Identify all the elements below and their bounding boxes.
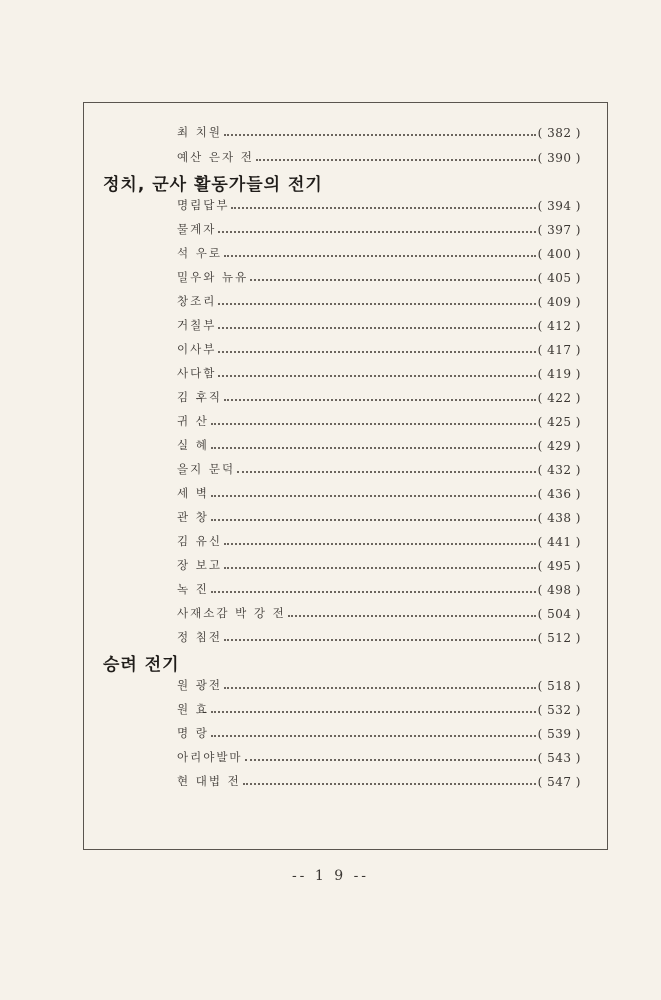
dot-leader <box>224 254 536 257</box>
dot-leader <box>224 133 536 136</box>
dot-leader <box>218 302 535 305</box>
toc-entry-page: ( 495 ) <box>537 559 581 573</box>
toc-entry <box>177 217 581 237</box>
toc-entry-title: 물계자 <box>177 222 217 236</box>
toc-entry-page: ( 432 ) <box>537 463 581 477</box>
toc-entry-title: 장 보고 <box>177 558 222 572</box>
toc-entry <box>177 625 581 645</box>
dot-leader <box>211 590 536 593</box>
toc-entry-title: 석 우로 <box>177 246 222 260</box>
toc-entry-title: 거칠부 <box>177 318 217 332</box>
toc-entry <box>177 601 581 621</box>
toc-entry-title: 이사부 <box>177 342 217 356</box>
dot-leader <box>211 518 536 521</box>
toc-entry-page: ( 438 ) <box>537 511 581 525</box>
toc-entry-title: 아리야발마 <box>177 750 243 764</box>
dot-leader <box>250 278 535 281</box>
toc-entry-title: 김 유신 <box>177 534 222 548</box>
page-number: -- 1 9 -- <box>291 868 370 884</box>
toc-entry <box>177 769 581 789</box>
dot-leader <box>211 422 536 425</box>
toc-entry-page: ( 498 ) <box>537 583 581 597</box>
toc-entry-page: ( 419 ) <box>537 367 581 381</box>
toc-entry-title: 밀우와 뉴유 <box>177 270 249 284</box>
toc-entry <box>177 745 581 765</box>
toc-entry-title: 을지 문덕 <box>177 462 236 476</box>
dot-leader <box>211 710 536 713</box>
dot-leader <box>224 686 536 689</box>
toc-entry-title: 최 치원 <box>177 125 222 139</box>
toc-entry-page: ( 512 ) <box>537 631 581 645</box>
dot-leader <box>237 470 536 473</box>
toc-entry-page: ( 397 ) <box>537 223 581 237</box>
toc-entry-page: ( 543 ) <box>537 751 581 765</box>
toc-entry-page: ( 390 ) <box>537 151 581 165</box>
dot-leader <box>218 350 535 353</box>
dot-leader <box>211 446 536 449</box>
dot-leader <box>224 566 536 569</box>
toc-entry <box>177 193 581 213</box>
toc-entry <box>177 673 581 693</box>
toc-entry-title: 실 혜 <box>177 438 209 452</box>
dot-leader <box>218 326 535 329</box>
toc-entry-page: ( 422 ) <box>537 391 581 405</box>
toc-entry-page: ( 417 ) <box>537 343 581 357</box>
toc-entry-page: ( 429 ) <box>537 439 581 453</box>
toc-entry <box>177 553 581 573</box>
toc-entry-page: ( 547 ) <box>537 775 581 789</box>
toc-entry-title: 예산 은자 전 <box>177 150 254 164</box>
toc-entry-title: 정 침전 <box>177 630 222 644</box>
toc-entry <box>177 433 581 453</box>
toc-entry <box>177 409 581 429</box>
toc-entry <box>177 145 581 165</box>
toc-entry-page: ( 425 ) <box>537 415 581 429</box>
toc-entry-page: ( 504 ) <box>537 607 581 621</box>
toc-entry-title: 창조리 <box>177 294 217 308</box>
toc-entry-page: ( 394 ) <box>537 199 581 213</box>
dot-leader <box>218 230 535 233</box>
toc-entry-title: 사재소감 박 강 전 <box>177 606 286 620</box>
toc-entry-page: ( 382 ) <box>537 126 581 140</box>
toc-entry <box>177 289 581 309</box>
toc-entry-page: ( 405 ) <box>537 271 581 285</box>
toc-entry-page: ( 412 ) <box>537 319 581 333</box>
toc-entry-title: 현 대법 전 <box>177 774 241 788</box>
toc-entry-page: ( 436 ) <box>537 487 581 501</box>
toc-entry <box>177 457 581 477</box>
toc-entry-title: 세 벽 <box>177 486 209 500</box>
toc-entry-title: 귀 산 <box>177 414 209 428</box>
toc-entry <box>177 265 581 285</box>
toc-entry-title: 김 후직 <box>177 390 222 404</box>
toc-entry <box>177 505 581 525</box>
toc-entry <box>177 529 581 549</box>
dot-leader <box>288 614 536 617</box>
toc-entry <box>177 313 581 333</box>
toc-entry <box>177 120 581 140</box>
dot-leader <box>218 374 535 377</box>
toc-entry-title: 녹 진 <box>177 582 209 596</box>
toc-entry <box>177 385 581 405</box>
toc-entry-page: ( 409 ) <box>537 295 581 309</box>
dot-leader <box>256 158 536 161</box>
dot-leader <box>224 398 536 401</box>
toc-entry-page: ( 518 ) <box>537 679 581 693</box>
section-heading: 정치, 군사 활동가들의 전기 <box>103 175 323 195</box>
toc-entry <box>177 481 581 501</box>
toc-entry-page: ( 400 ) <box>537 247 581 261</box>
toc-entry <box>177 577 581 597</box>
dot-leader <box>245 758 536 761</box>
section-heading: 승려 전기 <box>103 655 180 675</box>
toc-entry-title: 명림답부 <box>177 198 230 212</box>
toc-entry <box>177 361 581 381</box>
toc-entry <box>177 721 581 741</box>
dot-leader <box>231 206 535 209</box>
toc-entry-title: 원 효 <box>177 702 209 716</box>
toc-entry-title: 원 광전 <box>177 678 222 692</box>
toc-entry-title: 사다함 <box>177 366 217 380</box>
dot-leader <box>224 542 536 545</box>
dot-leader <box>211 494 536 497</box>
toc-entry-title: 명 랑 <box>177 726 209 740</box>
dot-leader <box>224 638 536 641</box>
toc-entry <box>177 697 581 717</box>
toc-entry <box>177 337 581 357</box>
toc-entry-page: ( 532 ) <box>537 703 581 717</box>
toc-entry <box>177 241 581 261</box>
toc-entry-page: ( 539 ) <box>537 727 581 741</box>
toc-entry-title: 관 창 <box>177 510 209 524</box>
dot-leader <box>243 782 536 785</box>
dot-leader <box>211 734 536 737</box>
toc-entry-page: ( 441 ) <box>537 535 581 549</box>
